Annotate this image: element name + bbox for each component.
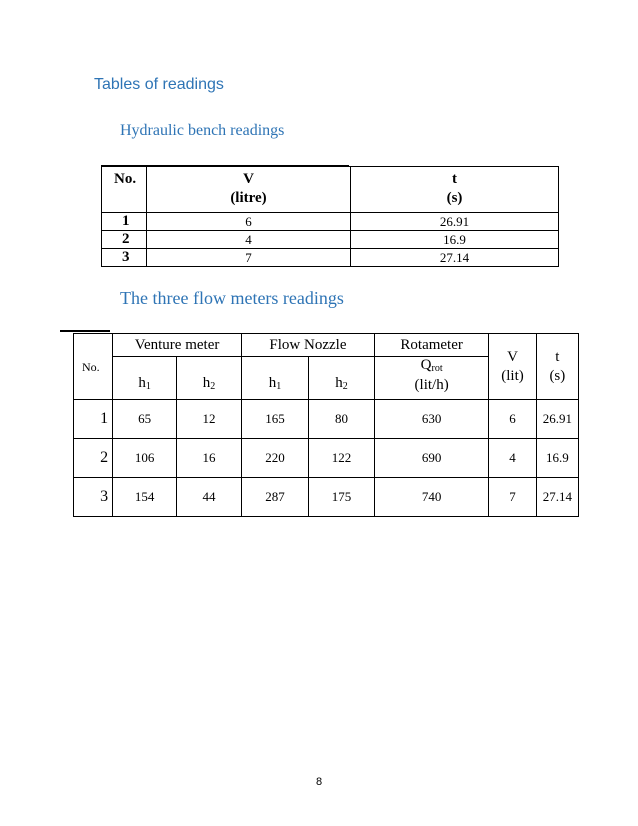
cell-nozzle-h2: 80 [308,400,374,439]
table-header-row [102,167,559,213]
cell-volume: 6 [147,213,351,231]
table-row [102,249,559,267]
header-time [351,167,559,213]
page-number: 8 [315,776,323,788]
cell-time: 26.91 [351,213,559,231]
header-volume [489,334,536,400]
cell-volume: 7 [489,478,536,517]
subscript: 1 [145,380,151,392]
cell-venturi-h2: 44 [177,478,242,517]
h-symbol: h [138,374,146,391]
table-header-row [74,334,579,357]
cell-no: 2 [102,231,147,249]
cell-time: 16.9 [351,231,559,249]
cell-volume: 7 [147,249,351,267]
subscript: 1 [276,380,282,392]
subscript: 2 [342,380,348,392]
table-row [74,439,579,478]
header-volume-unit: (lit) [501,367,524,384]
hydraulic-table-title: Hydraulic bench readings [120,122,285,139]
subscript: rot [431,363,443,374]
cell-nozzle-h1: 287 [241,478,308,517]
header-venturi-h1 [113,357,177,400]
table-row [102,213,559,231]
subscript: 2 [210,380,216,392]
header-venturi: Venture meter [113,334,242,357]
header-venturi-h2 [177,357,242,400]
header-nozzle-h2 [308,357,374,400]
table-row [74,400,579,439]
header-time [536,334,578,400]
flow-meters-table [73,333,579,517]
cell-no: 2 [74,439,113,478]
header-volume-unit: (litre) [230,190,267,206]
cell-nozzle-h1: 220 [241,439,308,478]
header-volume-label: V [507,348,518,365]
table-row [74,478,579,517]
header-qrot-unit: (lit/h) [414,377,449,393]
cell-time: 16.9 [536,439,578,478]
header-volume [147,167,351,213]
cell-nozzle-h1: 165 [241,400,308,439]
flow-meters-table-title: The three flow meters readings [120,288,344,308]
header-time-unit: (s) [549,367,566,384]
cell-venturi-h1: 65 [113,400,177,439]
header-volume-label: V [243,171,254,187]
cell-time: 27.14 [351,249,559,267]
cell-qrot: 630 [374,400,488,439]
h-symbol: h [335,374,343,391]
h-symbol: h [268,374,277,391]
cell-no: 3 [102,249,147,267]
cell-no: 1 [102,213,147,231]
cell-venturi-h2: 16 [177,439,242,478]
cell-venturi-h1: 106 [113,439,177,478]
cell-volume: 4 [147,231,351,249]
cell-nozzle-h2: 175 [308,478,374,517]
header-time-label: t [555,348,560,365]
q-symbol: Q [420,357,432,373]
header-nozzle-h1 [241,357,308,400]
table-row [102,231,559,249]
header-nozzle: Flow Nozzle [241,334,374,357]
cell-qrot: 690 [374,439,488,478]
cell-time: 27.14 [536,478,578,517]
cell-venturi-h1: 154 [113,478,177,517]
cell-venturi-h2: 12 [177,400,242,439]
cell-volume: 4 [489,439,536,478]
table-rule [60,330,110,332]
header-qrot-label [375,357,488,377]
section-heading: Tables of readings [94,76,224,93]
header-qrot [374,357,488,400]
h-symbol: h [202,374,211,391]
cell-no: 1 [74,400,113,439]
cell-volume: 6 [489,400,536,439]
header-time-label: t [452,171,457,187]
cell-no: 3 [74,478,113,517]
hydraulic-bench-table [101,166,559,267]
header-rotameter: Rotameter [374,334,488,357]
header-no: No. [102,167,147,213]
header-no: No. [74,334,113,400]
cell-nozzle-h2: 122 [308,439,374,478]
cell-qrot: 740 [374,478,488,517]
cell-time: 26.91 [536,400,578,439]
header-time-unit: (s) [446,190,463,206]
